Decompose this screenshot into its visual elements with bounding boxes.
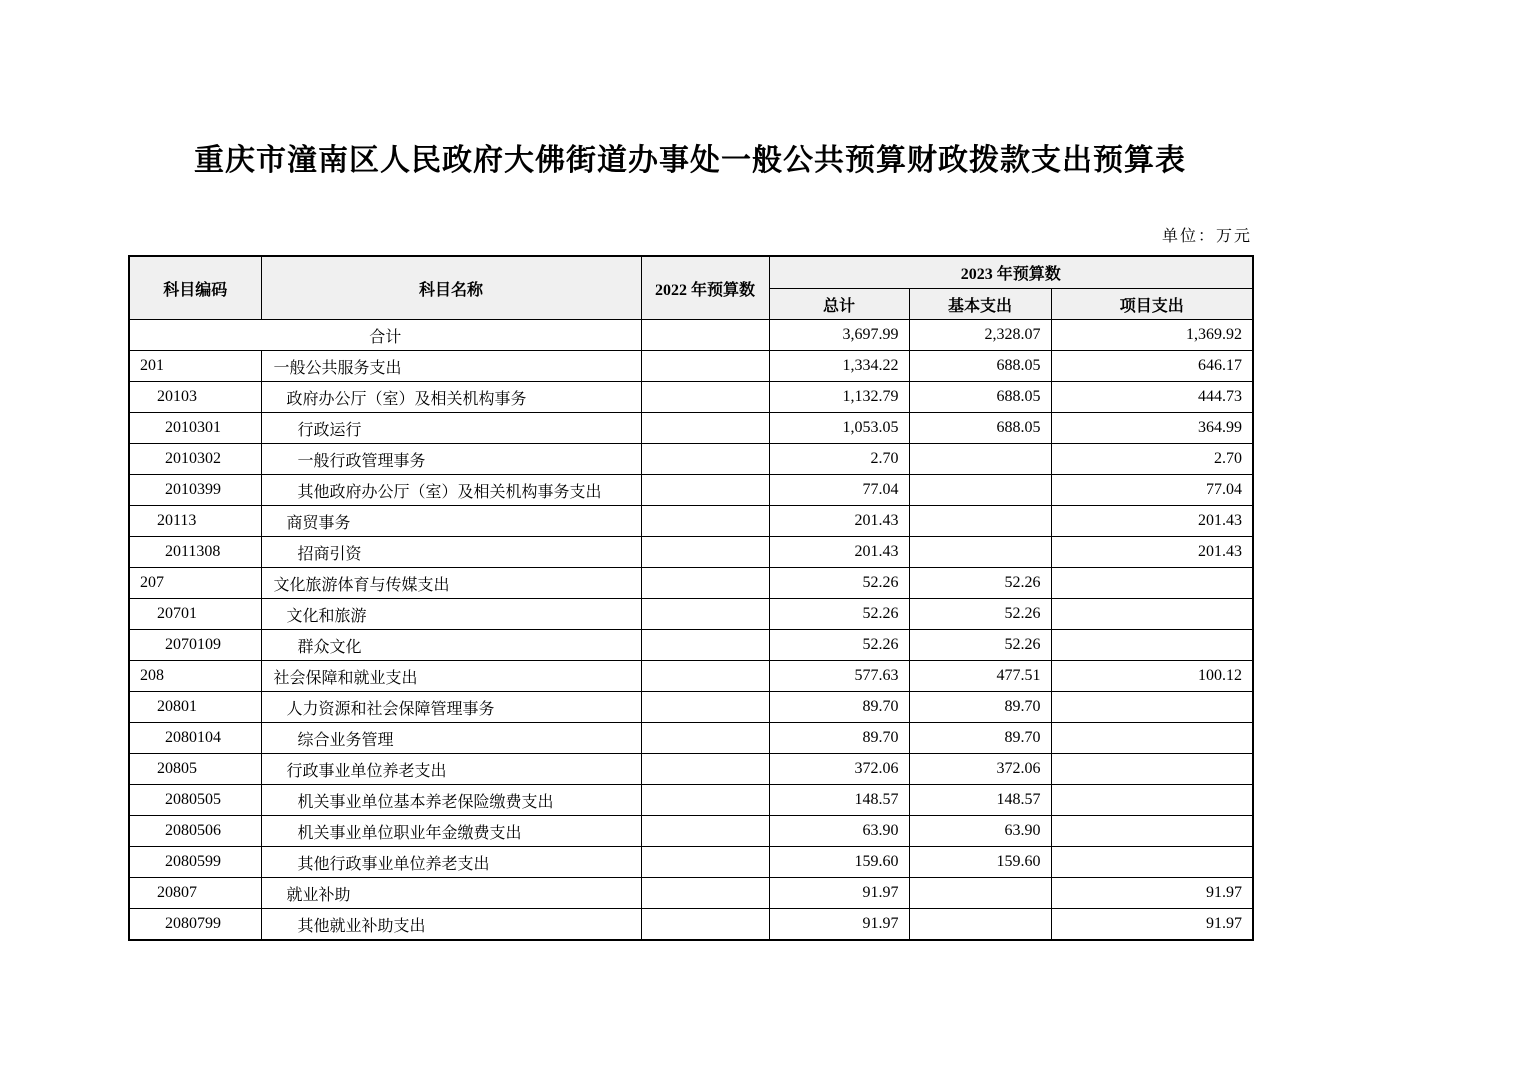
- budget-2022-cell: [641, 382, 769, 413]
- subject-code-cell: 20701: [129, 599, 261, 630]
- budget-2023-project-cell: 646.17: [1051, 351, 1253, 382]
- budget-2023-basic-cell: [909, 506, 1051, 537]
- budget-2023-basic-cell: 52.26: [909, 630, 1051, 661]
- budget-2023-total-cell: 52.26: [769, 630, 909, 661]
- budget-2022-cell: [641, 754, 769, 785]
- table-row: [129, 692, 1253, 723]
- table-row: [129, 599, 1253, 630]
- table-row: [129, 537, 1253, 568]
- budget-2023-total-cell: 52.26: [769, 568, 909, 599]
- table-row: [129, 475, 1253, 506]
- unit-label: 单位：万元: [1161, 228, 1252, 245]
- budget-2022-cell: [641, 413, 769, 444]
- budget-2023-project-cell: [1051, 692, 1253, 723]
- subject-name-cell: 一般行政管理事务: [261, 444, 641, 475]
- budget-2023-basic-cell: 52.26: [909, 568, 1051, 599]
- budget-2023-total-cell: 159.60: [769, 847, 909, 878]
- col-header-basic-expenditure: 基本支出: [909, 289, 1051, 320]
- budget-2023-total-cell: 77.04: [769, 475, 909, 506]
- table-row: [129, 661, 1253, 692]
- subject-name-cell: 文化旅游体育与传媒支出: [261, 568, 641, 599]
- budget-2023-basic-cell: 159.60: [909, 847, 1051, 878]
- subject-name-cell: 综合业务管理: [261, 723, 641, 754]
- budget-2022-cell: [641, 475, 769, 506]
- budget-2023-basic-cell: [909, 475, 1051, 506]
- budget-2023-total-cell: 372.06: [769, 754, 909, 785]
- budget-2023-project-cell: 77.04: [1051, 475, 1253, 506]
- budget-2023-project-cell: 2.70: [1051, 444, 1253, 475]
- subject-name-cell: 行政运行: [261, 413, 641, 444]
- subject-name-cell: 商贸事务: [261, 506, 641, 537]
- subject-code-cell: 208: [129, 661, 261, 692]
- budget-2023-total-cell: 91.97: [769, 878, 909, 909]
- budget-2023-basic-cell: 688.05: [909, 413, 1051, 444]
- budget-2023-project-cell: [1051, 785, 1253, 816]
- budget-2023-project-cell: 91.97: [1051, 878, 1253, 909]
- col-header-total: 总计: [769, 289, 909, 320]
- budget-2023-total-cell: 91.97: [769, 909, 909, 941]
- budget-2023-project-cell: 91.97: [1051, 909, 1253, 941]
- budget-2023-project-cell: [1051, 723, 1253, 754]
- budget-2022-cell: [641, 351, 769, 382]
- subject-name-cell: 政府办公厅（室）及相关机构事务: [261, 382, 641, 413]
- budget-2023-basic-cell: [909, 444, 1051, 475]
- subject-code-cell: 207: [129, 568, 261, 599]
- budget-2023-basic-cell: [909, 878, 1051, 909]
- budget-2022-cell: [641, 785, 769, 816]
- budget-2023-basic-cell: 477.51: [909, 661, 1051, 692]
- budget-2023-project-cell: [1051, 599, 1253, 630]
- budget-2022-cell: [641, 630, 769, 661]
- table-row: [129, 723, 1253, 754]
- summary-label: 合计: [129, 320, 641, 351]
- budget-2023-project-cell: 364.99: [1051, 413, 1253, 444]
- budget-2023-total-cell: 577.63: [769, 661, 909, 692]
- budget-2023-total-cell: 201.43: [769, 537, 909, 568]
- budget-2023-basic-cell: [909, 537, 1051, 568]
- subject-name-cell: 人力资源和社会保障管理事务: [261, 692, 641, 723]
- summary-2022-budget: [641, 320, 769, 351]
- subject-name-cell: 一般公共服务支出: [261, 351, 641, 382]
- subject-name-cell: 招商引资: [261, 537, 641, 568]
- budget-2022-cell: [641, 723, 769, 754]
- budget-2023-project-cell: 201.43: [1051, 506, 1253, 537]
- budget-2022-cell: [641, 847, 769, 878]
- table-row: [129, 878, 1253, 909]
- subject-code-cell: 2010302: [129, 444, 261, 475]
- budget-2022-cell: [641, 599, 769, 630]
- budget-2023-project-cell: 201.43: [1051, 537, 1253, 568]
- col-header-project-expenditure: 项目支出: [1051, 289, 1253, 320]
- subject-code-cell: 2080599: [129, 847, 261, 878]
- subject-name-cell: 其他就业补助支出: [261, 909, 641, 941]
- subject-code-cell: 2010399: [129, 475, 261, 506]
- budget-2023-basic-cell: 372.06: [909, 754, 1051, 785]
- subject-code-cell: 2080506: [129, 816, 261, 847]
- budget-2022-cell: [641, 568, 769, 599]
- budget-2022-cell: [641, 909, 769, 941]
- budget-2023-basic-cell: 688.05: [909, 382, 1051, 413]
- budget-2023-project-cell: [1051, 568, 1253, 599]
- budget-table: [128, 255, 1254, 941]
- summary-project-expenditure: 1,369.92: [1051, 320, 1253, 351]
- subject-code-cell: 20807: [129, 878, 261, 909]
- budget-2022-cell: [641, 661, 769, 692]
- subject-name-cell: 机关事业单位基本养老保险缴费支出: [261, 785, 641, 816]
- budget-2023-total-cell: 1,132.79: [769, 382, 909, 413]
- subject-code-cell: 20103: [129, 382, 261, 413]
- table-row: [129, 506, 1253, 537]
- budget-2023-basic-cell: 89.70: [909, 692, 1051, 723]
- budget-2023-total-cell: 201.43: [769, 506, 909, 537]
- budget-2023-project-cell: [1051, 847, 1253, 878]
- subject-name-cell: 群众文化: [261, 630, 641, 661]
- table-header: [129, 256, 1253, 320]
- budget-2023-project-cell: [1051, 630, 1253, 661]
- budget-2023-total-cell: 63.90: [769, 816, 909, 847]
- subject-name-cell: 文化和旅游: [261, 599, 641, 630]
- table-body: [129, 320, 1253, 941]
- subject-name-cell: 机关事业单位职业年金缴费支出: [261, 816, 641, 847]
- budget-2022-cell: [641, 692, 769, 723]
- budget-2023-total-cell: 148.57: [769, 785, 909, 816]
- table-row: [129, 568, 1253, 599]
- budget-2023-total-cell: 89.70: [769, 723, 909, 754]
- budget-2022-cell: [641, 506, 769, 537]
- table-row: [129, 785, 1253, 816]
- table-row: [129, 909, 1253, 941]
- budget-2023-basic-cell: 63.90: [909, 816, 1051, 847]
- table-row: [129, 444, 1253, 475]
- subject-code-cell: 20805: [129, 754, 261, 785]
- summary-total: 3,697.99: [769, 320, 909, 351]
- subject-name-cell: 就业补助: [261, 878, 641, 909]
- subject-code-cell: 2011308: [129, 537, 261, 568]
- subject-name-cell: 其他政府办公厅（室）及相关机构事务支出: [261, 475, 641, 506]
- summary-basic-expenditure: 2,328.07: [909, 320, 1051, 351]
- table-row: [129, 382, 1253, 413]
- budget-2023-basic-cell: 89.70: [909, 723, 1051, 754]
- budget-2023-project-cell: [1051, 754, 1253, 785]
- page-title: 重庆市潼南区人民政府大佛街道办事处一般公共预算财政拨款支出预算表: [194, 144, 1186, 177]
- budget-2023-project-cell: 100.12: [1051, 661, 1253, 692]
- budget-2023-basic-cell: 52.26: [909, 599, 1051, 630]
- col-header-2023-budget: 2023 年预算数: [769, 256, 1253, 289]
- subject-code-cell: 2010301: [129, 413, 261, 444]
- subject-code-cell: 2080104: [129, 723, 261, 754]
- budget-2023-total-cell: 2.70: [769, 444, 909, 475]
- budget-2023-total-cell: 89.70: [769, 692, 909, 723]
- header-row-1: [129, 256, 1253, 289]
- budget-2022-cell: [641, 816, 769, 847]
- table-row: [129, 351, 1253, 382]
- budget-2022-cell: [641, 878, 769, 909]
- budget-2023-basic-cell: 688.05: [909, 351, 1051, 382]
- subject-name-cell: 其他行政事业单位养老支出: [261, 847, 641, 878]
- subject-code-cell: 20801: [129, 692, 261, 723]
- subject-name-cell: 社会保障和就业支出: [261, 661, 641, 692]
- subject-name-cell: 行政事业单位养老支出: [261, 754, 641, 785]
- budget-2023-basic-cell: [909, 909, 1051, 941]
- budget-2023-project-cell: 444.73: [1051, 382, 1253, 413]
- budget-2022-cell: [641, 537, 769, 568]
- subject-code-cell: 20113: [129, 506, 261, 537]
- subject-code-cell: 201: [129, 351, 261, 382]
- table-row: [129, 630, 1253, 661]
- budget-2023-total-cell: 52.26: [769, 599, 909, 630]
- col-header-subject-code: 科目编码: [129, 256, 261, 320]
- summary-row: [129, 320, 1253, 351]
- col-header-subject-name: 科目名称: [261, 256, 641, 320]
- subject-code-cell: 2080505: [129, 785, 261, 816]
- table-row: [129, 413, 1253, 444]
- subject-code-cell: 2070109: [129, 630, 261, 661]
- col-header-2022-budget: 2022 年预算数: [641, 256, 769, 320]
- budget-2023-total-cell: 1,053.05: [769, 413, 909, 444]
- budget-2023-project-cell: [1051, 816, 1253, 847]
- budget-2023-basic-cell: 148.57: [909, 785, 1051, 816]
- budget-2023-total-cell: 1,334.22: [769, 351, 909, 382]
- table-row: [129, 816, 1253, 847]
- budget-2022-cell: [641, 444, 769, 475]
- subject-code-cell: 2080799: [129, 909, 261, 941]
- table-row: [129, 847, 1253, 878]
- table-row: [129, 754, 1253, 785]
